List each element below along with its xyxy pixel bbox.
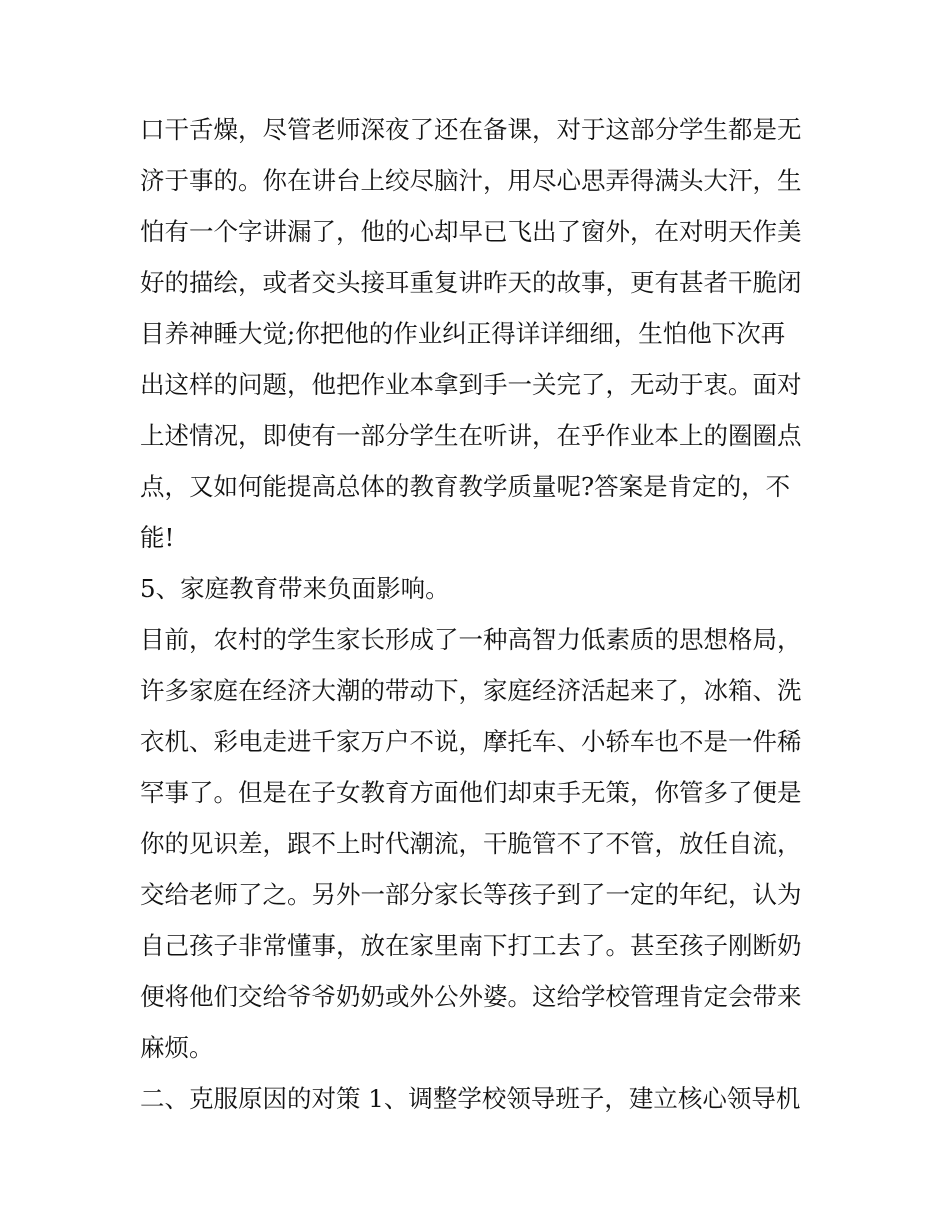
section-heading-countermeasures: 二、克服原因的对策 1、调整学校领导班子，建立核心领导机 [140,1084,801,1113]
section-heading-family-education: 5、家庭教育带来负面影响。 [140,574,450,603]
text-line: 衣机、彩电走进千家万户不说，摩托车、小轿车也不是一件稀 [140,727,802,756]
text-line: 麻烦。 [140,1033,214,1062]
text-line: 自己孩子非常懂事，放在家里南下打工去了。甚至孩子刚断奶 [140,931,802,960]
paragraph-students-indifference [140,104,830,563]
text-line: 点，又如何能提高总体的教育教学质量呢?答案是肯定的，不 [140,472,791,501]
text-line: 目前，农村的学生家长形成了一种高智力低素质的思想格局， [140,625,802,654]
text-line: 怕有一个字讲漏了，他的心却早已飞出了窗外，在对明天作美 [140,217,802,246]
text-line: 许多家庭在经济大潮的带动下，家庭经济活起来了，冰箱、洗 [140,676,802,705]
text-line: 便将他们交给爷爷奶奶或外公外婆。这给学校管理肯定会带来 [140,982,802,1011]
text-line: 罕事了。但是在子女教育方面他们却束手无策，你管多了便是 [140,778,802,807]
text-line: 济于事的。你在讲台上绞尽脑汁，用尽心思弄得满头大汗，生 [140,166,802,195]
text-line: 交给老师了之。另外一部分家长等孩子到了一定的年纪，认为 [140,880,802,909]
paragraph-family-education [140,614,830,1073]
text-line: 目养神睡大觉;你把他的作业纠正得详详细细，生怕他下次再 [140,319,786,348]
text-line: 你的见识差，跟不上时代潮流，干脆管不了不管，放任自流， [140,829,802,858]
text-line: 好的描绘，或者交头接耳重复讲昨天的故事，更有甚者干脆闭 [140,268,802,297]
text-line: 上述情况，即使有一部分学生在听讲，在乎作业本上的圈圈点 [140,421,802,450]
text-line: 能! [140,523,175,552]
text-line: 口干舌燥，尽管老师深夜了还在备课，对于这部分学生都是无 [140,115,802,144]
text-line: 出这样的问题，他把作业本拿到手一关完了，无动于衷。面对 [140,370,802,399]
document-body [140,104,830,1124]
